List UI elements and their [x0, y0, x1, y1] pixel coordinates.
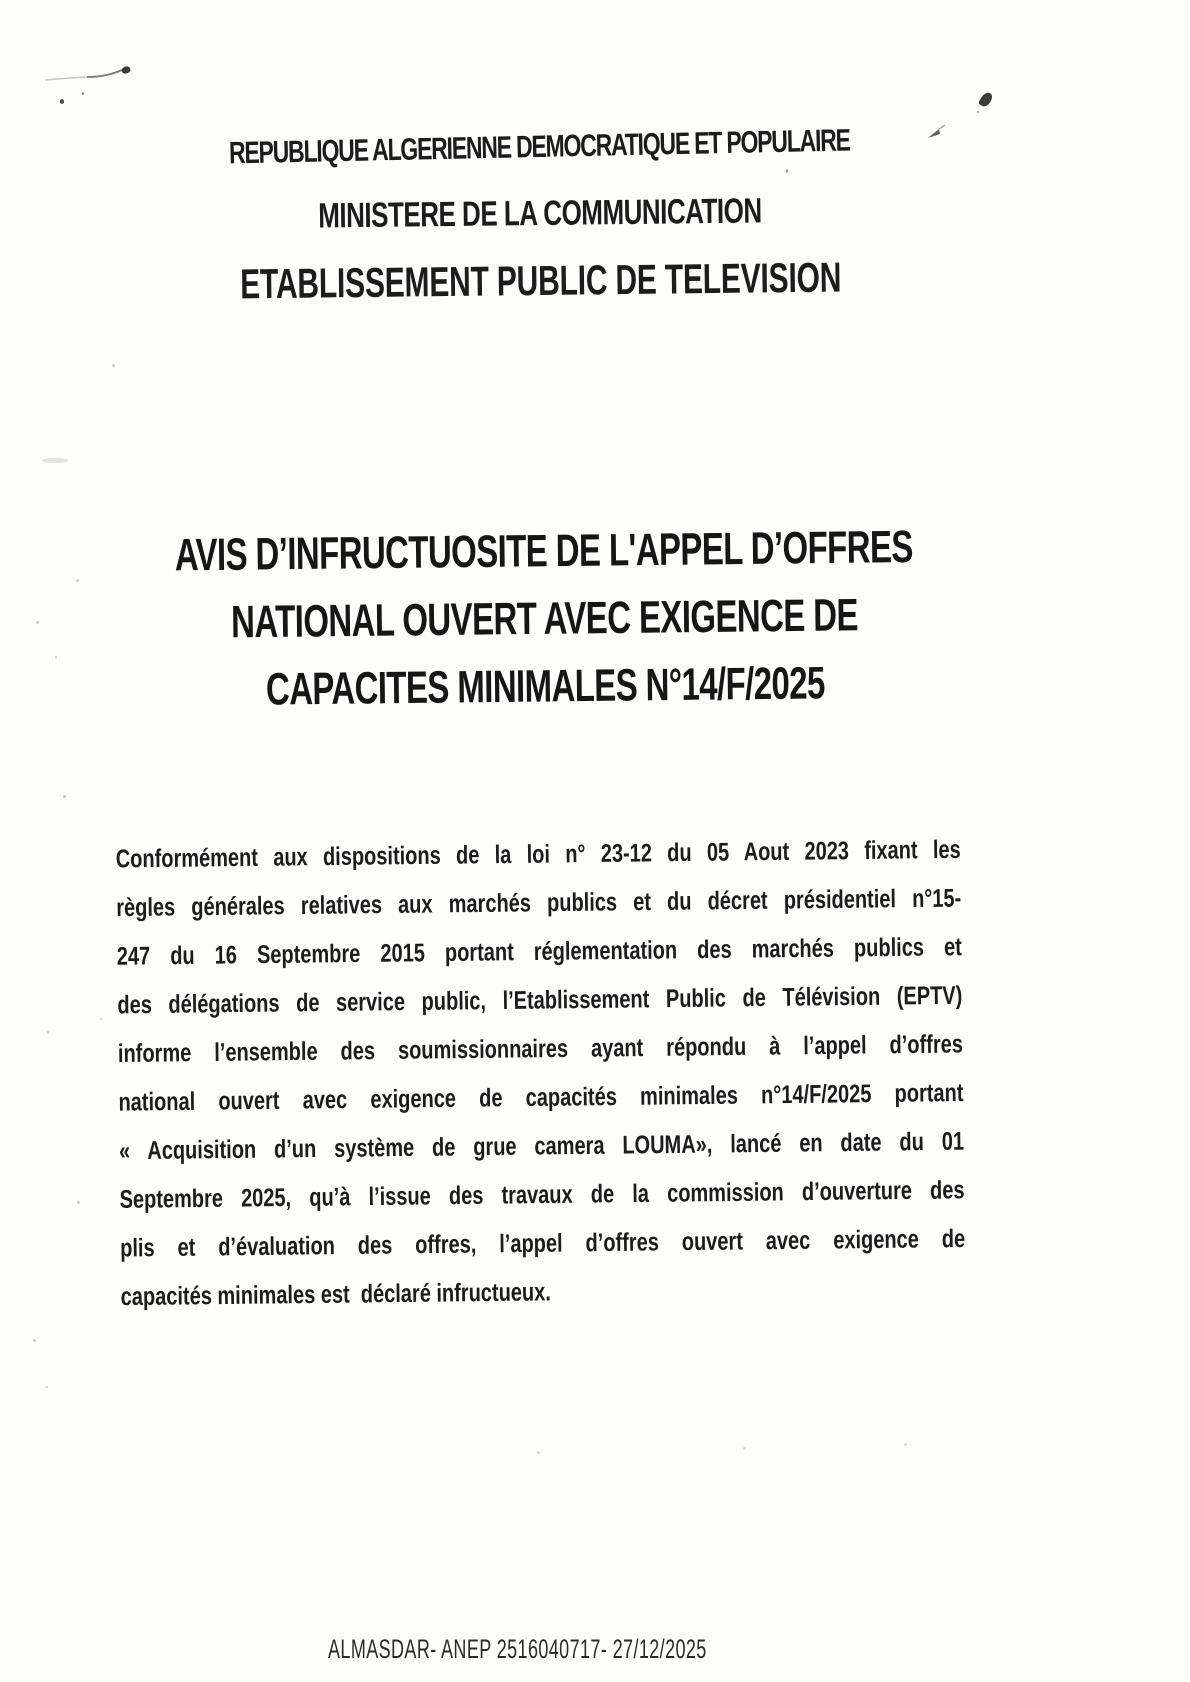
body-line: informe l’ensemble des soumissionnaires ayant répondu à l’appel d’offres [117, 1030, 964, 1069]
body-line: Conformément aux dispositions de la loi n° 23-12 du 05 Aout 2023 fixant les [115, 836, 961, 874]
body-line: capacités minimales est déclaré infructueux. [120, 1278, 552, 1312]
header-republic-line: REPUBLIQUE ALGERIENNE DEMOCRATIQUE ET POPULAIRE [228, 122, 851, 171]
body-line: règles générales relatives aux marchés publics et du décret présidentiel n°15- [116, 884, 962, 923]
body-line: plis et d’évaluation des offres, l’appel d’offres ouvert avec exigence de [119, 1225, 966, 1263]
notice-title [0, 510, 1093, 725]
body-line: « Acquisition d’un système de grue camera LOUMA», lancé en date du 01 [118, 1127, 965, 1166]
notice-title-line-3: CAPACITES MINIMALES N°14/F/2025 [265, 656, 825, 715]
header-ministry-line: MINISTERE DE LA COMMUNICATION [318, 190, 762, 236]
header-establishment-line: ETABLISSEMENT PUBLIC DE TELEVISION [239, 255, 842, 309]
body-line: national ouvert avec exigence de capacités minimales n°14/F/2025 portant [118, 1079, 964, 1118]
footer-imprint: ALMASDAR- ANEP 2516040717- 27/12/2025 [328, 1634, 707, 1664]
body-line: 247 du 16 Septembre 2015 portant réglementation des marchés publics et [116, 933, 962, 972]
body-line: Septembre 2025, qu’à l’issue des travaux de la commission d’ouverture des [119, 1176, 965, 1215]
body-line: des délégations de service public, l’Etablissement Public de Télévision (EPTV) [117, 982, 963, 1020]
notice-body-paragraph [115, 826, 965, 1322]
notice-title-line-2: NATIONAL OUVERT AVEC EXIGENCE DE [230, 588, 859, 648]
notice-title-line-1: AVIS D’INFRUCTUOSITE DE L'APPEL D’OFFRES [174, 520, 914, 581]
